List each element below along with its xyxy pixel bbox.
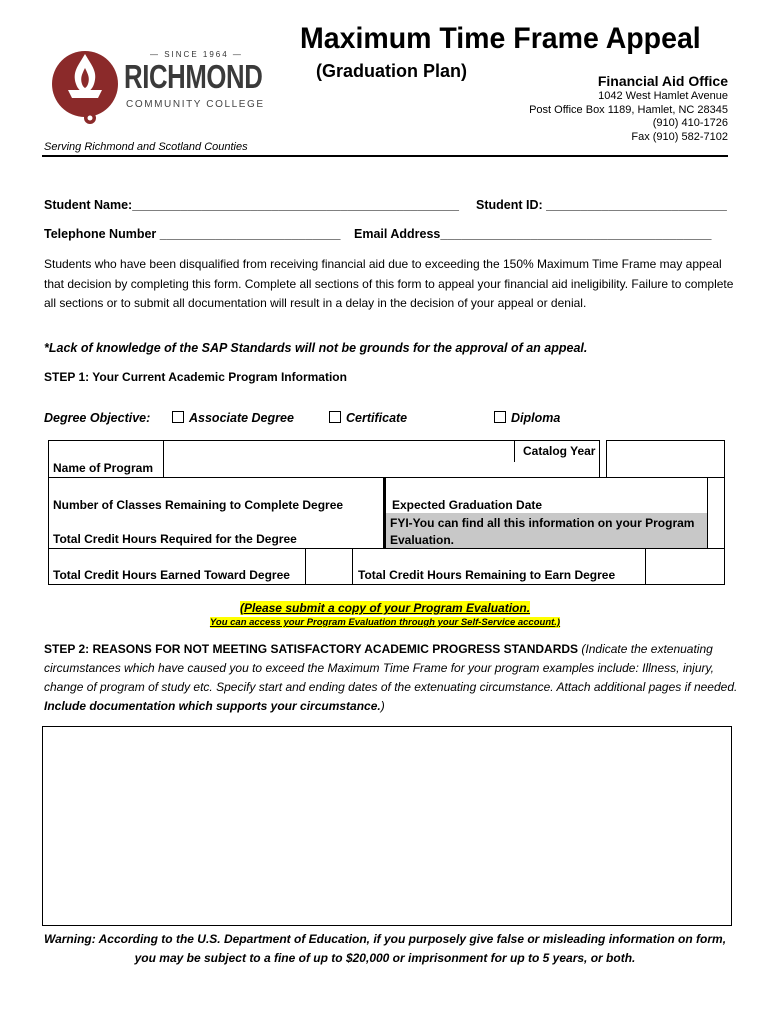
diploma-label: Diploma bbox=[511, 411, 561, 425]
credit-required-label: Total Credit Hours Required for the Degree bbox=[53, 532, 297, 546]
degree-objective-label: Degree Objective: bbox=[44, 411, 151, 425]
fyi-text: FYI-You can find all this information on your Program Evaluation. bbox=[390, 516, 695, 547]
credit-earned-input[interactable] bbox=[305, 548, 353, 585]
logo-since: — SINCE 1964 — bbox=[150, 50, 243, 59]
certificate-checkbox[interactable] bbox=[329, 411, 341, 423]
logo-subname: COMMUNITY COLLEGE bbox=[126, 99, 265, 110]
credit-remaining-input[interactable] bbox=[645, 548, 725, 585]
submit-copy-text: (Please submit a copy of your Program Evaluation. bbox=[239, 601, 531, 615]
step2-instructions: (Indicate the extenuating circumstances which have caused you to exceed the Maximum Time Frame for your program examples include: Illness, injury, change of program of study etc. Specify start and ending dates of the extenuating circumstance. Attach additional pages if needed. bbox=[44, 642, 738, 694]
associate-degree-checkbox[interactable] bbox=[172, 411, 184, 423]
expected-grad-label: Expected Graduation Date bbox=[392, 498, 543, 512]
warning-text: Warning: According to the U.S. Department of Education, if you purposely give false or misleading information on form, you may be subject to a fine of up to $20,000 or imprisonment for up to 5 years, or both. bbox=[43, 932, 727, 965]
telephone-field[interactable]: Telephone Number __________________________ bbox=[44, 227, 341, 241]
step2-section bbox=[44, 640, 738, 716]
step2-heading: STEP 2: REASONS FOR NOT MEETING SATISFACTORY ACADEMIC PROGRESS STANDARDS bbox=[44, 642, 579, 656]
certificate-option[interactable] bbox=[329, 411, 407, 425]
page-subtitle: (Graduation Plan) bbox=[316, 61, 468, 81]
credit-earned-label: Total Credit Hours Earned Toward Degree bbox=[53, 568, 290, 582]
serving-tagline: Serving Richmond and Scotland Counties bbox=[44, 141, 248, 153]
address-line: Post Office Box 1189, Hamlet, NC 28345 bbox=[529, 103, 728, 116]
office-name: Financial Aid Office bbox=[597, 73, 728, 89]
cell-divider bbox=[384, 477, 386, 549]
address-line: 1042 West Hamlet Avenue bbox=[598, 90, 728, 102]
intro-paragraph: Students who have been disqualified from receiving financial aid due to exceeding the 150% Maximum Time Frame may appeal that decision by completing this form. Complete all sections of this form to appeal your financial aid ineligibility. Failure to complete all sections or to submit all documentation will result in a delay in the decision of your appeal or denial. bbox=[44, 257, 734, 310]
name-of-program-label-cell bbox=[48, 440, 164, 478]
step2-documentation: Include documentation which supports your circumstance. bbox=[44, 699, 381, 713]
diploma-checkbox[interactable] bbox=[494, 411, 506, 423]
phone-line: (910) 410-1726 bbox=[652, 117, 728, 129]
credit-earned-label-cell bbox=[48, 548, 306, 585]
step1-heading: STEP 1: Your Current Academic Program Information bbox=[44, 370, 347, 384]
header-divider bbox=[42, 155, 728, 157]
email-field[interactable]: Email Address_______________________________________ bbox=[354, 227, 712, 241]
fax-line: Fax (910) 582-7102 bbox=[631, 130, 728, 143]
classes-credits-label-cell bbox=[48, 477, 384, 549]
expected-grad-input[interactable] bbox=[707, 477, 725, 549]
submit-copy-note bbox=[0, 601, 770, 615]
self-service-note bbox=[0, 617, 770, 628]
page-title: Maximum Time Frame Appeal bbox=[300, 22, 701, 55]
student-id-field[interactable]: Student ID: __________________________ bbox=[476, 198, 727, 212]
logo-name: RICHMOND bbox=[124, 58, 263, 95]
associate-degree-option[interactable] bbox=[172, 411, 294, 425]
torch-base bbox=[68, 90, 102, 98]
associate-degree-label: Associate Degree bbox=[189, 411, 294, 425]
office-address bbox=[529, 90, 728, 144]
step2-close: ) bbox=[380, 699, 385, 713]
reasons-textbox[interactable] bbox=[42, 726, 732, 926]
catalog-year-label: Catalog Year bbox=[523, 444, 596, 458]
name-of-program-label: Name of Program bbox=[53, 461, 154, 475]
credit-remaining-label-cell bbox=[352, 548, 646, 585]
sap-note: *Lack of knowledge of the SAP Standards will not be grounds for the approval of an appeal. bbox=[44, 341, 588, 355]
self-service-text: You can access your Program Evaluation through your Self-Service account.) bbox=[209, 617, 561, 628]
fyi-note bbox=[386, 513, 708, 548]
catalog-year-input[interactable] bbox=[606, 440, 725, 478]
student-name-field[interactable]: Student Name:_______________________________________________ bbox=[44, 198, 459, 212]
catalog-year-label-cell bbox=[514, 440, 600, 462]
credit-remaining-label: Total Credit Hours Remaining to Earn Degree bbox=[358, 568, 616, 582]
classes-remaining-label: Number of Classes Remaining to Complete Degree bbox=[53, 498, 344, 512]
certificate-label: Certificate bbox=[346, 411, 408, 425]
diploma-option[interactable] bbox=[494, 411, 560, 425]
